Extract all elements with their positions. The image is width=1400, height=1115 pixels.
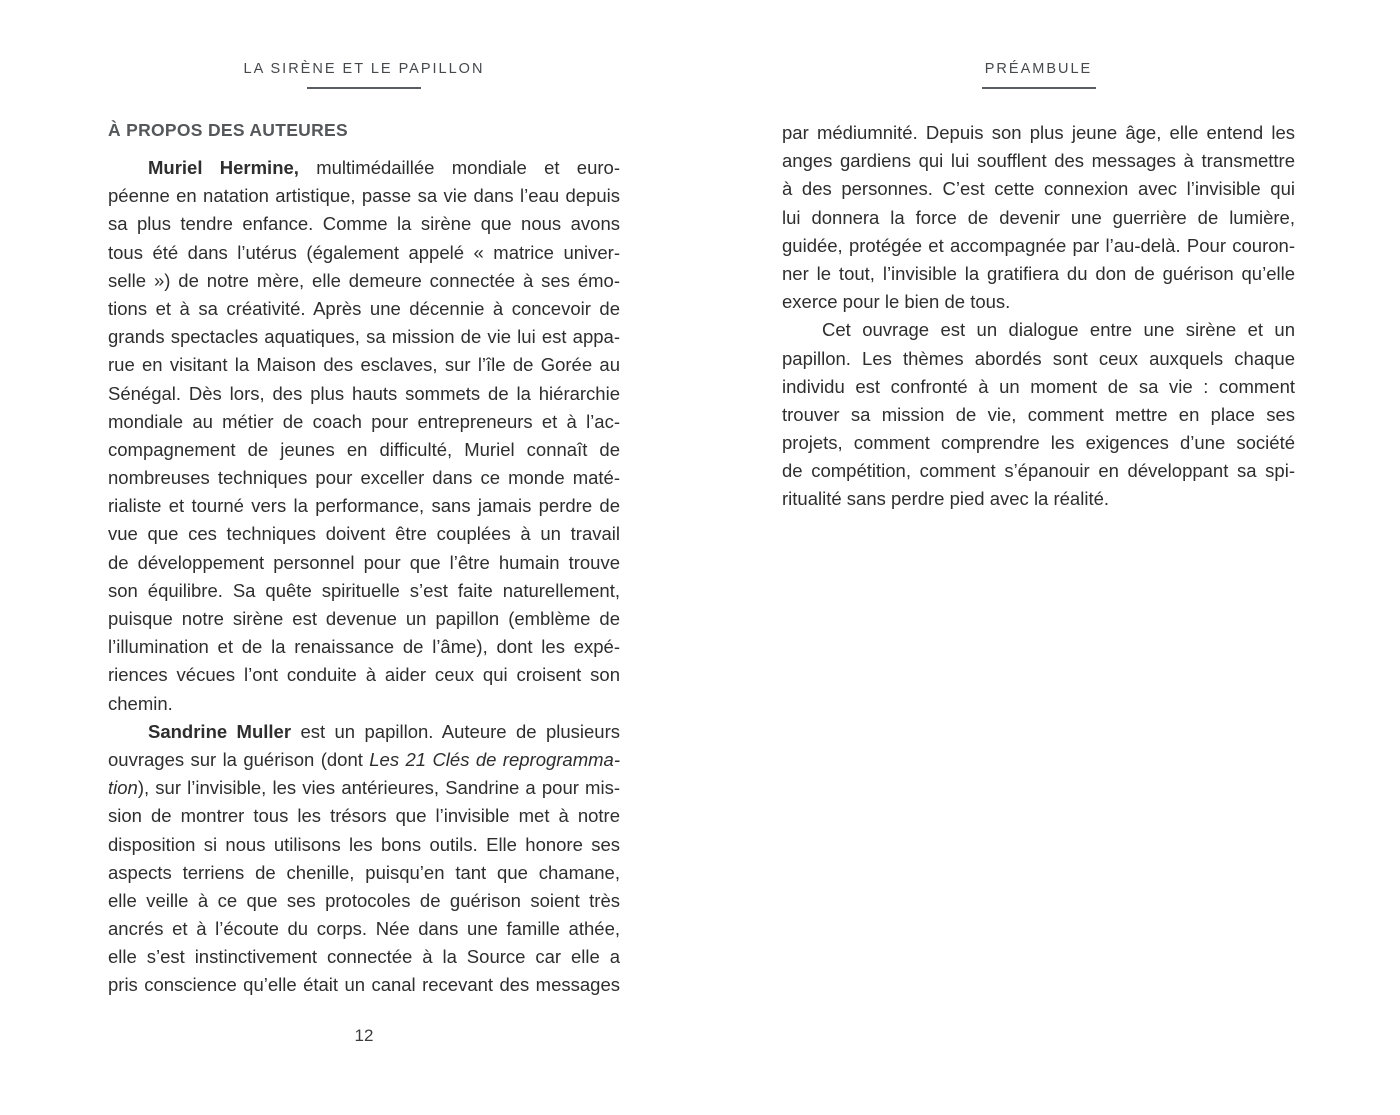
text-line: projets, comment comprendre les exigences d’une société bbox=[782, 432, 1295, 454]
author-name-bold: Sandrine Muller bbox=[148, 720, 292, 742]
text-line: individu est confronté à un moment de sa vie : comment bbox=[782, 375, 1295, 397]
text-line: ancrés et à l’écoute du corps. Née dans une famille athée, bbox=[108, 918, 620, 940]
book-title-italic: Les 21 Clés de reprogramma- bbox=[369, 748, 620, 770]
text-line: papillon. Les thèmes abordés sont ceux auxquels chaque bbox=[782, 347, 1295, 369]
right-body-text bbox=[782, 119, 1295, 514]
text-line: tous été dans l’utérus (également appelé « matrice univer- bbox=[108, 241, 620, 263]
text-run: ), sur l’invisible, les vies antérieures, Sandrine a pour mis- bbox=[137, 777, 620, 799]
book-title-italic: tion bbox=[108, 777, 138, 799]
text-run: multimédaillée mondiale et euro- bbox=[298, 157, 620, 178]
text-line: vue que ces techniques doivent être couplées à un travail bbox=[108, 523, 620, 545]
text-line: anges gardiens qui lui soufflent des messages à transmettre bbox=[782, 150, 1295, 172]
text-line: son équilibre. Sa quête spirituelle s’est faite naturellement, bbox=[108, 579, 620, 601]
paragraph-sandrine bbox=[108, 718, 620, 1000]
text-line bbox=[108, 774, 620, 802]
text-line: rialiste et tourné vers la performance, sans jamais perdre de bbox=[108, 495, 620, 517]
text-line bbox=[108, 746, 620, 774]
text-line: elle veille à ce que ses protocoles de guérison soient très bbox=[108, 889, 620, 911]
text-line: grands spectacles aquatiques, sa mission de vie lui est appa- bbox=[108, 326, 620, 348]
paragraph-mediumnite bbox=[782, 119, 1295, 316]
text-line: trouver sa mission de vie, comment mettre en place ses bbox=[782, 403, 1295, 425]
text-line: compagnement de jeunes en difficulté, Muriel connaît de bbox=[108, 438, 620, 460]
text-line: rue en visitant la Maison des esclaves, sur l’île de Gorée au bbox=[108, 354, 620, 376]
paragraph-muriel bbox=[108, 154, 620, 718]
running-header-right: PRÉAMBULE bbox=[984, 61, 1093, 77]
section-heading: À PROPOS DES AUTEURES bbox=[108, 120, 348, 140]
text-line: disposition si nous utilisons les bons outils. Elle honore ses bbox=[108, 833, 620, 855]
text-line: pris conscience qu’elle était un canal recevant des messages bbox=[108, 974, 620, 996]
text-line: chemin. bbox=[108, 692, 173, 714]
text-line: l’illumination et de la renaissance de l’âme), dont les expé- bbox=[108, 636, 620, 658]
text-line: sa plus tendre enfance. Comme la sirène que nous avons bbox=[108, 213, 620, 235]
text-line bbox=[108, 718, 620, 746]
text-line: ner le tout, l’invisible la gratifiera du don de guérison qu’elle bbox=[782, 262, 1295, 284]
text-run: ouvrages sur la guérison (dont bbox=[108, 748, 370, 770]
running-header-underline-right bbox=[982, 87, 1096, 89]
text-line: lui donnera la force de devenir une guerrière de lumière, bbox=[782, 206, 1295, 228]
text-line: mondiale au métier de coach pour entrepreneurs et à l’ac- bbox=[108, 410, 620, 432]
left-body-text bbox=[108, 154, 620, 1000]
author-name-bold: Muriel Hermine, bbox=[148, 157, 299, 178]
page-number: 12 bbox=[354, 1026, 374, 1045]
left-page bbox=[108, 0, 620, 1115]
text-line: aspects terriens de chenille, puisqu’en tant que chamane, bbox=[108, 861, 620, 883]
text-line: à des personnes. C’est cette connexion avec l’invisible qui bbox=[782, 178, 1295, 200]
text-line: exerce pour le bien de tous. bbox=[782, 291, 1011, 313]
right-page bbox=[782, 0, 1295, 1115]
text-line: nombreuses techniques pour exceller dans ce monde maté- bbox=[108, 467, 620, 489]
text-line: guidée, protégée et accompagnée par l’au-delà. Pour couron- bbox=[782, 234, 1295, 256]
text-line: Sénégal. Dès lors, des plus hauts sommets de la hiérarchie bbox=[108, 382, 620, 404]
text-line: riences vécues l’ont conduite à aider ceux qui croisent son bbox=[108, 664, 620, 686]
text-line: de développement personnel pour que l’être humain trouve bbox=[108, 551, 620, 573]
text-line: selle ») de notre mère, elle demeure connectée à ses émo- bbox=[108, 269, 620, 291]
text-line: de compétition, comment s’épanouir en développant sa spi- bbox=[782, 460, 1295, 482]
text-line: puisque notre sirène est devenue un papillon (emblème de bbox=[108, 608, 620, 629]
text-line: elle s’est instinctivement connectée à la Source car elle a bbox=[108, 946, 620, 968]
text-line: tions et à sa créativité. Après une décennie à concevoir de bbox=[108, 297, 620, 319]
paragraph-ouvrage bbox=[782, 316, 1295, 513]
text-line: sion de montrer tous les trésors que l’invisible met à notre bbox=[108, 805, 620, 827]
running-header-left: LA SIRÈNE ET LE PAPILLON bbox=[243, 61, 485, 77]
running-header-underline-left bbox=[307, 87, 421, 89]
text-line: par médiumnité. Depuis son plus jeune âge, elle entend les bbox=[782, 122, 1295, 143]
text-line: ritualité sans perdre pied avec la réalité. bbox=[782, 488, 1110, 510]
text-line bbox=[108, 154, 620, 182]
text-run: est un papillon. Auteure de plusieurs bbox=[291, 720, 620, 742]
text-line: Cet ouvrage est un dialogue entre une sirène et un bbox=[822, 319, 1295, 341]
text-line: péenne en natation artistique, passe sa vie dans l’eau depuis bbox=[108, 185, 620, 207]
